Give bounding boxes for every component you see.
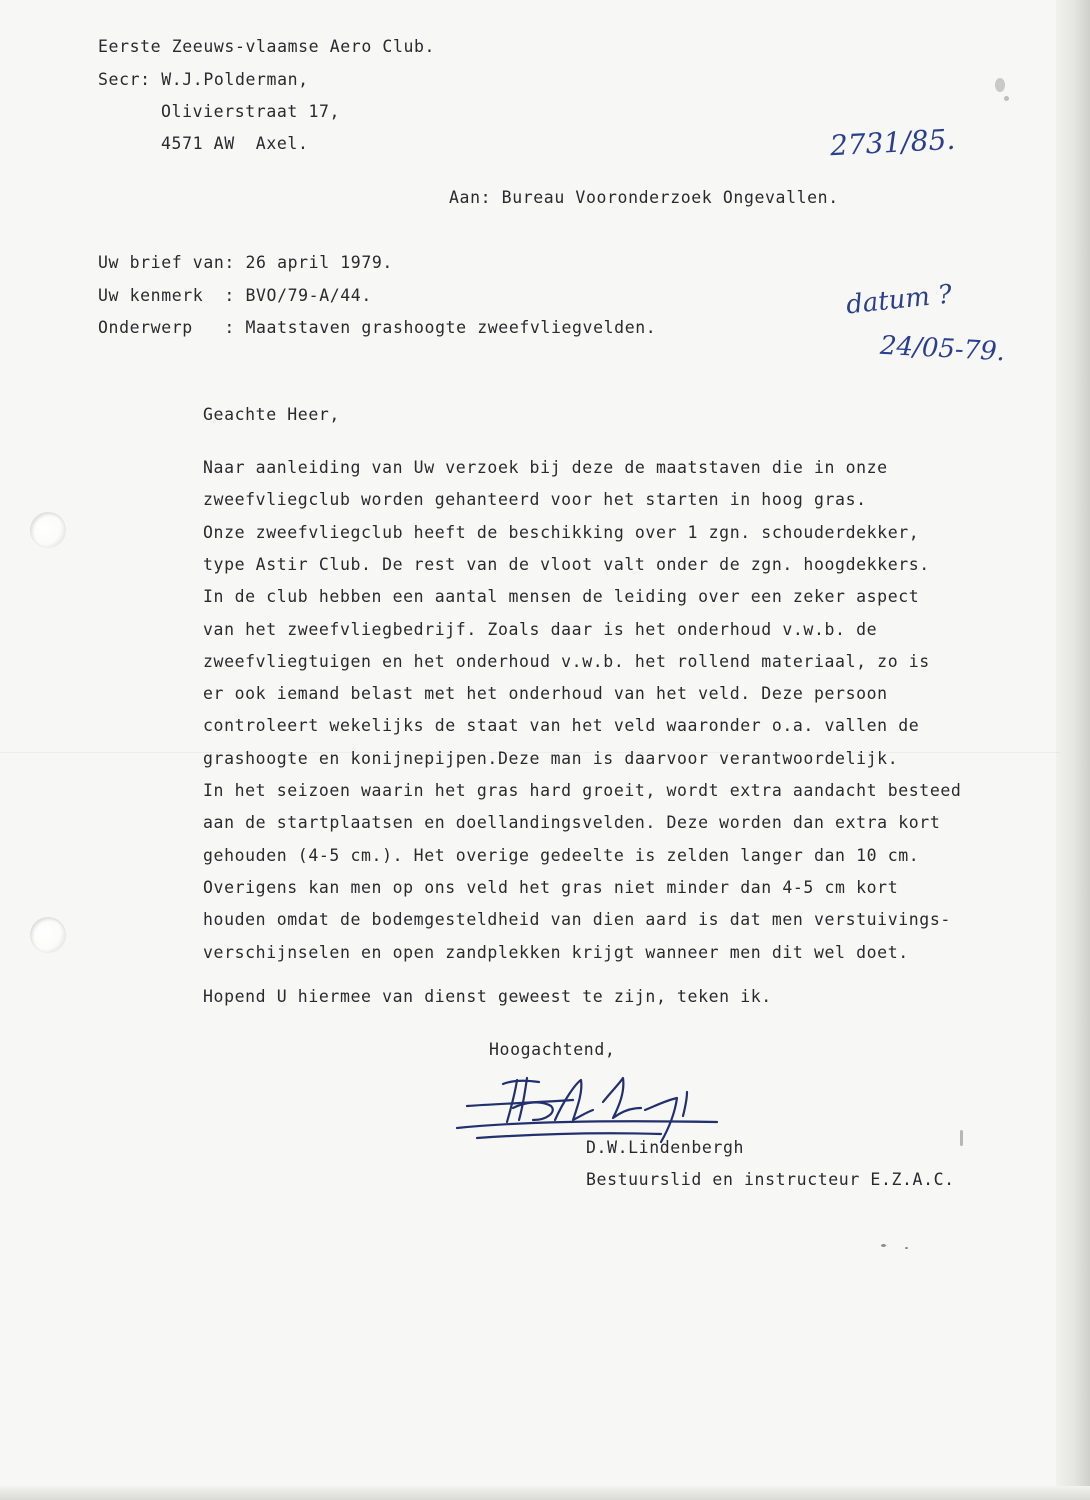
sender-city: 4571 AW Axel. <box>161 134 309 153</box>
body-line: van het zweefvliegbedrijf. Zoals daar is het onderhoud v.w.b. de <box>203 620 878 639</box>
body-line: In het seizoen waarin het gras hard groeit, wordt extra aandacht besteed <box>203 781 962 800</box>
sender-name: Eerste Zeeuws-vlaamse Aero Club. <box>98 37 436 56</box>
body-line: er ook iemand belast met het onderhoud van het veld. Deze persoon <box>203 684 888 703</box>
body-line: Naar aanleiding van Uw verzoek bij deze de maatstaven die in onze <box>203 458 888 477</box>
punch-hole-bottom <box>30 917 66 953</box>
body-line: zweefvliegtuigen en het onderhoud v.w.b. het rollend materiaal, zo is <box>203 652 930 671</box>
sender-street: Olivierstraat 17, <box>161 102 341 121</box>
body-line: Overigens kan men op ons veld het gras niet minder dan 4-5 cm kort <box>203 878 899 897</box>
handwritten-reference-number: 2731/85. <box>829 122 957 163</box>
closing-greeting: Hoogachtend, <box>489 1040 616 1059</box>
body-line: gehouden (4-5 cm.). Het overige gedeelte is zelden langer dan 10 cm. <box>203 846 920 865</box>
body-line: verschijnselen en open zandplekken krijgt wanneer men dit wel doet. <box>203 943 909 962</box>
punch-hole-top <box>30 512 66 548</box>
signatory-name: D.W.Lindenbergh <box>586 1138 745 1157</box>
paper-speck <box>1004 96 1009 101</box>
sender-secretary: Secr: W.J.Polderman, <box>98 70 309 89</box>
body-line: aan de startplaatsen en doellandingsvelden. Deze worden dan extra kort <box>203 813 941 832</box>
paper-speck <box>905 1247 908 1249</box>
paper-edge-shadow <box>1056 0 1090 1500</box>
body-line: grashoogte en konijnepijpen.Deze man is daarvoor verantwoordelijk. <box>203 749 899 768</box>
body-line: In de club hebben een aantal mensen de leiding over een zeker aspect <box>203 587 920 606</box>
paper-speck <box>995 78 1005 92</box>
closing-sentence: Hopend U hiermee van dienst geweest te zijn, teken ik. <box>203 987 772 1006</box>
paper-bottom-edge <box>0 1486 1090 1500</box>
handwritten-datum-value: 24/05-79. <box>879 330 1006 368</box>
body-line: controleert wekelijks de staat van het veld waaronder o.a. vallen de <box>203 716 920 735</box>
letter-date-reference: Uw brief van: 26 april 1979. <box>98 253 393 272</box>
salutation: Geachte Heer, <box>203 405 340 424</box>
body-line: zweefvliegclub worden gehanteerd voor het starten in hoog gras. <box>203 490 867 509</box>
kenmerk-reference: Uw kenmerk : BVO/79-A/44. <box>98 286 372 305</box>
addressee: Aan: Bureau Vooronderzoek Ongevallen. <box>449 188 839 207</box>
body-line: type Astir Club. De rest van de vloot valt onder de zgn. hoogdekkers. <box>203 555 930 574</box>
body-line: houden omdat de bodemgesteldheid van dien aard is dat men verstuivings- <box>203 910 951 929</box>
subject-line: Onderwerp : Maatstaven grashoogte zweefvliegvelden. <box>98 318 657 337</box>
handwritten-datum-label: datum ? <box>844 279 954 321</box>
paper-speck <box>881 1244 886 1247</box>
body-line: Onze zweefvliegclub heeft de beschikking over 1 zgn. schouderdekker, <box>203 523 920 542</box>
paper-speck <box>960 1130 963 1146</box>
signatory-title: Bestuurslid en instructeur E.Z.A.C. <box>586 1170 955 1189</box>
